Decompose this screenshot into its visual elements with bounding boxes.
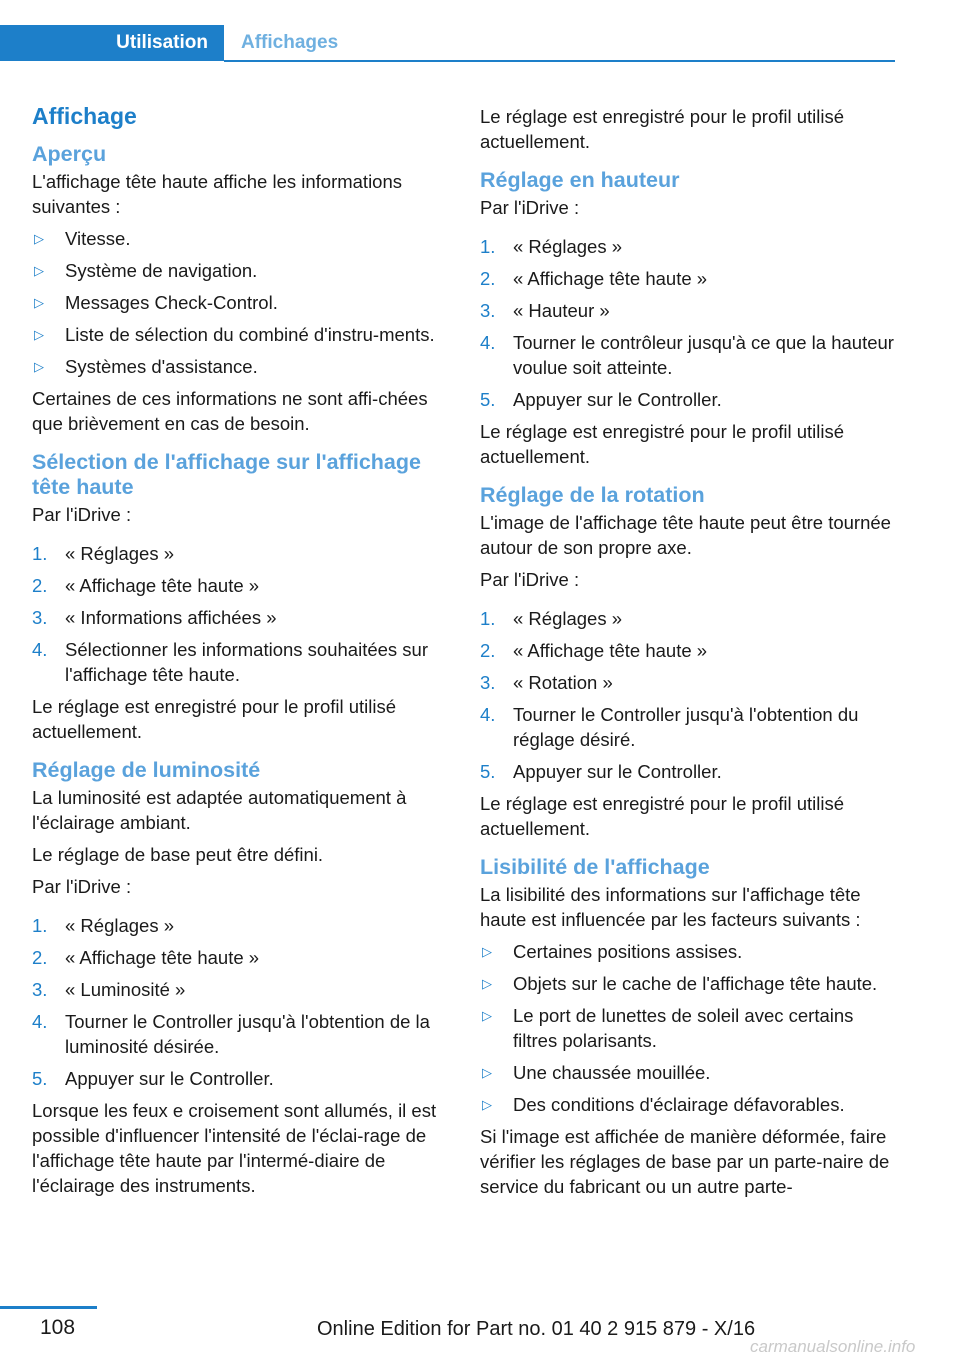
lisibilite-list — [480, 939, 895, 1117]
footer-rule — [0, 1306, 97, 1309]
step-number: 3. — [480, 672, 496, 693]
selection-note: Le réglage est enregistré pour le profil utilisé actuellement. — [32, 696, 397, 742]
step-item: 3. « Luminosité » — [32, 979, 186, 1000]
step-number: 4. — [480, 332, 496, 353]
page-title: Affichage — [32, 103, 137, 129]
step-item: 4. Tourner le Controller jusqu'à l'obtention de la luminosité désirée. — [32, 1011, 430, 1057]
right-column — [480, 104, 895, 1206]
bullet-icon: ▷ — [34, 263, 44, 278]
luminosite-p1: La luminosité est adaptée automatiquement à l'éclairage ambiant. — [32, 787, 407, 833]
lisibilite-note: Si l'image est affichée de manière déformée, faire vérifier les réglages de base par un parte-naire de service du fabricant ou un autre parte- — [480, 1126, 890, 1197]
page-number: 108 — [40, 1316, 76, 1339]
bullet-icon: ▷ — [34, 327, 44, 342]
step-number: 4. — [32, 639, 48, 660]
step-number: 3. — [480, 300, 496, 321]
step-number: 1. — [480, 608, 496, 629]
bullet-icon: ▷ — [482, 1065, 492, 1080]
tab-utilisation[interactable]: Utilisation — [0, 25, 224, 61]
bullet-icon: ▷ — [482, 944, 492, 959]
watermark: carmanualsonline.info — [750, 1337, 916, 1356]
step-number: 4. — [480, 704, 496, 725]
step-number: 2. — [480, 268, 496, 289]
step-number: 2. — [480, 640, 496, 661]
step-item: 5. Appuyer sur le Controller. — [32, 1068, 274, 1089]
step-number: 5. — [480, 761, 496, 782]
step-item: 5. Appuyer sur le Controller. — [480, 389, 722, 410]
tab-affichages[interactable]: Affichages — [241, 32, 339, 53]
step-number: 5. — [32, 1068, 48, 1089]
left-column — [32, 100, 447, 1205]
step-number: 3. — [32, 979, 48, 1000]
edition-footer: Online Edition for Part no. 01 40 2 915 879 - X/16 — [317, 1318, 756, 1340]
rotation-p1: L'image de l'affichage tête haute peut être tournée autour de son propre axe. — [480, 512, 891, 558]
lisibilite-intro: La lisibilité des informations sur l'affichage tête haute est influencée par les facteurs suivants : — [480, 884, 861, 930]
bullet-icon: ▷ — [34, 295, 44, 310]
header-rule — [224, 60, 895, 62]
top-note: Le réglage est enregistré pour le profil utilisé actuellement. — [480, 106, 845, 152]
heading-selection: Sélection de l'affichage sur l'affichage tête haute — [32, 450, 421, 499]
step-item: 4. Tourner le contrôleur jusqu'à ce que la hauteur voulue soit atteinte. — [480, 332, 894, 378]
step-number: 2. — [32, 575, 48, 596]
list-item: ▷ Le port de lunettes de soleil avec certains filtres polarisants. — [482, 1005, 854, 1051]
list-item: ▷ Des conditions d'éclairage défavorables. — [482, 1094, 845, 1115]
bullet-icon: ▷ — [34, 359, 44, 374]
step-item: 2. « Affichage tête haute » — [32, 575, 260, 596]
bullet-icon: ▷ — [482, 1097, 492, 1112]
step-item: 3. « Hauteur » — [480, 300, 610, 321]
header-bar — [0, 0, 895, 60]
luminosite-steps — [32, 913, 447, 1091]
selection-steps — [32, 541, 447, 687]
step-item: 1. « Réglages » — [480, 236, 623, 257]
step-number: 3. — [32, 607, 48, 628]
step-number: 4. — [32, 1011, 48, 1032]
luminosite-p2: Le réglage de base peut être défini. — [32, 844, 324, 865]
hauteur-steps — [480, 234, 895, 412]
list-item: ▷ Vitesse. — [34, 228, 131, 249]
hauteur-intro: Par l'iDrive : — [480, 197, 580, 218]
luminosite-intro: Par l'iDrive : — [32, 876, 132, 897]
step-item: 1. « Réglages » — [32, 915, 175, 936]
bullet-icon: ▷ — [34, 231, 44, 246]
heading-apercu: Aperçu — [32, 142, 107, 166]
list-item: ▷ Systèmes d'assistance. — [34, 356, 258, 377]
heading-hauteur: Réglage en hauteur — [480, 168, 680, 192]
step-item: 1. « Réglages » — [32, 543, 175, 564]
list-item: ▷ Une chaussée mouillée. — [482, 1062, 711, 1083]
step-item: 3. « Informations affichées » — [32, 607, 277, 628]
step-item: 2. « Affichage tête haute » — [480, 268, 708, 289]
step-item: 3. « Rotation » — [480, 672, 613, 693]
step-item: 2. « Affichage tête haute » — [32, 947, 260, 968]
bullet-icon: ▷ — [482, 976, 492, 991]
rotation-note: Le réglage est enregistré pour le profil utilisé actuellement. — [480, 793, 845, 839]
list-item: ▷ Messages Check-Control. — [34, 292, 278, 313]
step-item: 4. Tourner le Controller jusqu'à l'obtention du réglage désiré. — [480, 704, 859, 750]
list-item: ▷ Certaines positions assises. — [482, 941, 743, 962]
rotation-steps — [480, 606, 895, 784]
bullet-icon: ▷ — [482, 1008, 492, 1023]
apercu-intro: L'affichage tête haute affiche les informations suivantes : — [32, 171, 403, 217]
apercu-note: Certaines de ces informations ne sont affi-chées que brièvement en cas de besoin. — [32, 388, 428, 434]
list-item: ▷ Objets sur le cache de l'affichage tête haute. — [482, 973, 878, 994]
hauteur-note: Le réglage est enregistré pour le profil utilisé actuellement. — [480, 421, 845, 467]
list-item: ▷ Liste de sélection du combiné d'instru-ments. — [34, 324, 435, 345]
heading-luminosite: Réglage de luminosité — [32, 758, 261, 782]
step-number: 2. — [32, 947, 48, 968]
step-number: 1. — [32, 915, 48, 936]
step-item: 4. Sélectionner les informations souhaitées sur l'affichage tête haute. — [32, 639, 428, 685]
rotation-intro: Par l'iDrive : — [480, 569, 580, 590]
list-item: ▷ Système de navigation. — [34, 260, 258, 281]
heading-lisibilite: Lisibilité de l'affichage — [480, 855, 710, 879]
step-item: 2. « Affichage tête haute » — [480, 640, 708, 661]
luminosite-note: Lorsque les feux e croisement sont allumés, il est possible d'influencer l'intensité de l'éclai-rage de l'affichage tête haute par l'intermé-diaire de l'éclairage des instruments. — [32, 1100, 437, 1196]
step-number: 1. — [32, 543, 48, 564]
heading-rotation: Réglage de la rotation — [480, 483, 705, 507]
step-item: 5. Appuyer sur le Controller. — [480, 761, 722, 782]
apercu-list — [32, 226, 447, 379]
step-number: 5. — [480, 389, 496, 410]
selection-intro: Par l'iDrive : — [32, 504, 132, 525]
step-item: 1. « Réglages » — [480, 608, 623, 629]
step-number: 1. — [480, 236, 496, 257]
